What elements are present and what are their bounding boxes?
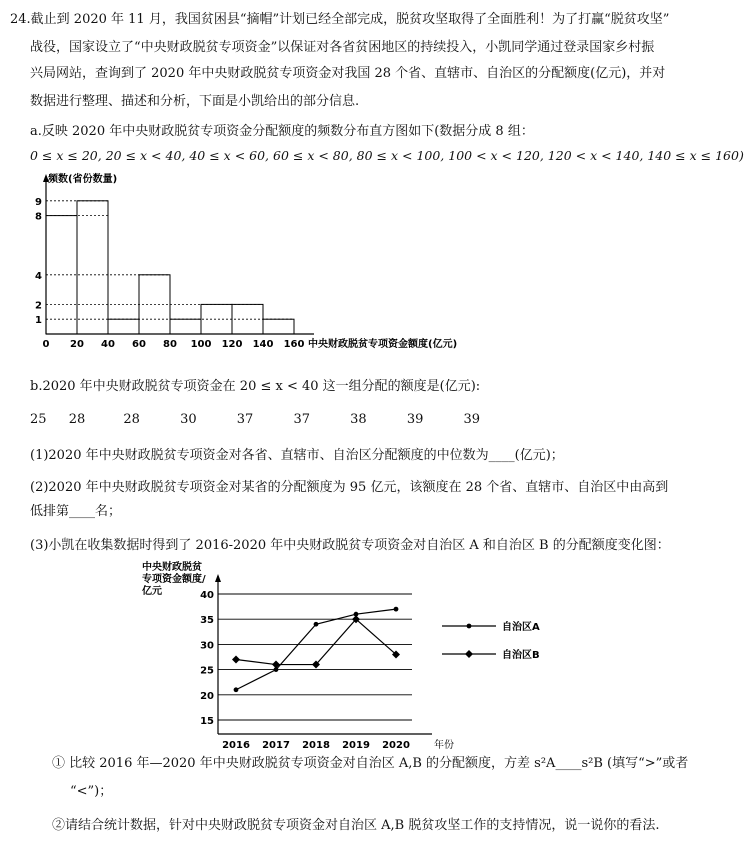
x-tick-label: 2017 [262, 740, 290, 751]
x-tick-label: 120 [221, 339, 243, 350]
value-item: 39 [463, 412, 481, 427]
y-tick-label: 30 [200, 640, 214, 652]
histogram-bar [170, 319, 201, 334]
y-axis-arrow [215, 574, 221, 582]
legend-marker [465, 650, 473, 658]
x-tick-label: 20 [70, 339, 84, 350]
x-tick-label: 40 [101, 339, 115, 350]
intro-line-4: 数据进行整理、描述和分析，下面是小凯给出的部分信息. [30, 94, 360, 109]
intro-line-2: 战役，国家设立了“中央财政脱贫专项资金”以保证对各省贫困地区的持续投入，小凯同学通过登录国家乡村振 [30, 40, 655, 55]
part-b-text: b.2020 年中央财政脱贫专项资金在 20 ≤ x < 40 这一组分配的额度是(亿元): [30, 379, 481, 394]
data-point [272, 661, 280, 669]
data-point [314, 622, 319, 627]
x-axis-label: 中央财政脱贫专项资金额度(亿元) [308, 339, 458, 350]
question-2-line-2: 低排第____名； [30, 504, 122, 519]
legend-marker [467, 624, 472, 629]
x-axis-label: 年份 [434, 740, 454, 751]
value-item: 37 [293, 412, 310, 427]
value-item: 39 [406, 412, 424, 427]
x-tick-label: 100 [190, 339, 212, 350]
sub-question-2: ②请结合统计数据，针对中央财政脱贫专项资金对自治区 A,B 脱贫攻坚工作的支持情况，说一说你的看法. [52, 818, 660, 833]
value-item: 38 [350, 412, 367, 427]
y-tick-label: 8 [35, 211, 42, 223]
x-tick-label: 2020 [382, 740, 410, 751]
y-tick-label: 2 [35, 300, 42, 312]
data-point [234, 687, 239, 692]
x-tick-label: 60 [132, 339, 146, 350]
x-tick-label: 0 [42, 339, 50, 350]
y-tick-label: 4 [35, 270, 42, 282]
x-tick-label: 2019 [342, 740, 370, 751]
histogram-bar [77, 201, 108, 334]
y-tick-label: 15 [200, 716, 214, 727]
part-b-values [30, 412, 480, 427]
y-tick-label: 25 [200, 665, 214, 677]
y-tick-label: 1 [35, 315, 42, 327]
histogram-bar [108, 319, 139, 334]
sub-question-1-line-1: ① 比较 2016 年—2020 年中央财政脱贫专项资金对自治区 A,B 的分配额度，方差 s²A____s²B (填写“>”或者 [52, 756, 689, 771]
line-chart [140, 558, 540, 751]
part-a-text: a.反映 2020 年中央财政脱贫专项资金分配额度的频数分布直方图如下(数据分成 8 组： [30, 124, 534, 139]
value-item: 28 [123, 412, 140, 427]
value-item: 30 [180, 412, 197, 427]
x-tick-label: 80 [163, 339, 177, 350]
x-tick-label: 2016 [222, 740, 250, 751]
value-item: 25 [30, 412, 47, 427]
y-axis-label: 中央财政脱贫专项资金额度/亿元 [142, 562, 206, 597]
y-tick-label: 40 [200, 590, 214, 601]
data-point [394, 607, 399, 612]
value-item: 37 [236, 412, 254, 427]
x-tick-label: 2018 [302, 740, 330, 751]
sub-question-1-line-2: “<”)； [70, 784, 113, 799]
y-tick-label: 9 [35, 196, 42, 208]
series-line [236, 609, 396, 690]
x-tick-label: 160 [283, 339, 305, 350]
y-tick-label: 20 [200, 690, 214, 702]
intro-line-1: 24.截止到 2020 年 11 月，我国贫困县“摘帽”计划已经全部完成，脱贫攻坚取得了全面胜利！为了打赢“脱贫攻坚” [10, 12, 670, 27]
part-a-groups: 0 ≤ x ≤ 20, 20 ≤ x < 40, 40 ≤ x < 60, 60 ≤ x < 80, 80 ≤ x < 100, 100 < x < 120, 120 < x < 140, 140 ≤ x ≤ 160) [30, 148, 744, 163]
data-point [232, 656, 240, 664]
y-tick-label: 35 [200, 615, 214, 627]
question-2-line-1: (2)2020 年中央财政脱贫专项资金对某省的分配额度为 95 亿元，该额度在 28 个省、直辖市、自治区中由高到 [30, 480, 669, 495]
histogram-bar [263, 319, 294, 334]
question-1: (1)2020 年中央财政脱贫专项资金对各省、直辖市、自治区分配额度的中位数为____(亿元)； [30, 448, 564, 463]
legend-label: 自治区A [502, 622, 540, 633]
histogram [28, 172, 488, 367]
value-item: 28 [68, 412, 86, 427]
legend-label: 自治区B [502, 650, 540, 661]
question-3: (3)小凯在收集数据时得到了 2016-2020 年中央财政脱贫专项资金对自治区 A 和自治区 B 的分配额度变化图： [30, 538, 670, 553]
y-axis-label: 频数(省份数量) [48, 174, 118, 185]
x-tick-label: 140 [252, 339, 274, 350]
intro-line-3: 兴局网站，查询到了 2020 年中央财政脱贫专项资金对我国 28 个省、直辖市、自治区的分配额度(亿元)，并对 [30, 66, 666, 81]
